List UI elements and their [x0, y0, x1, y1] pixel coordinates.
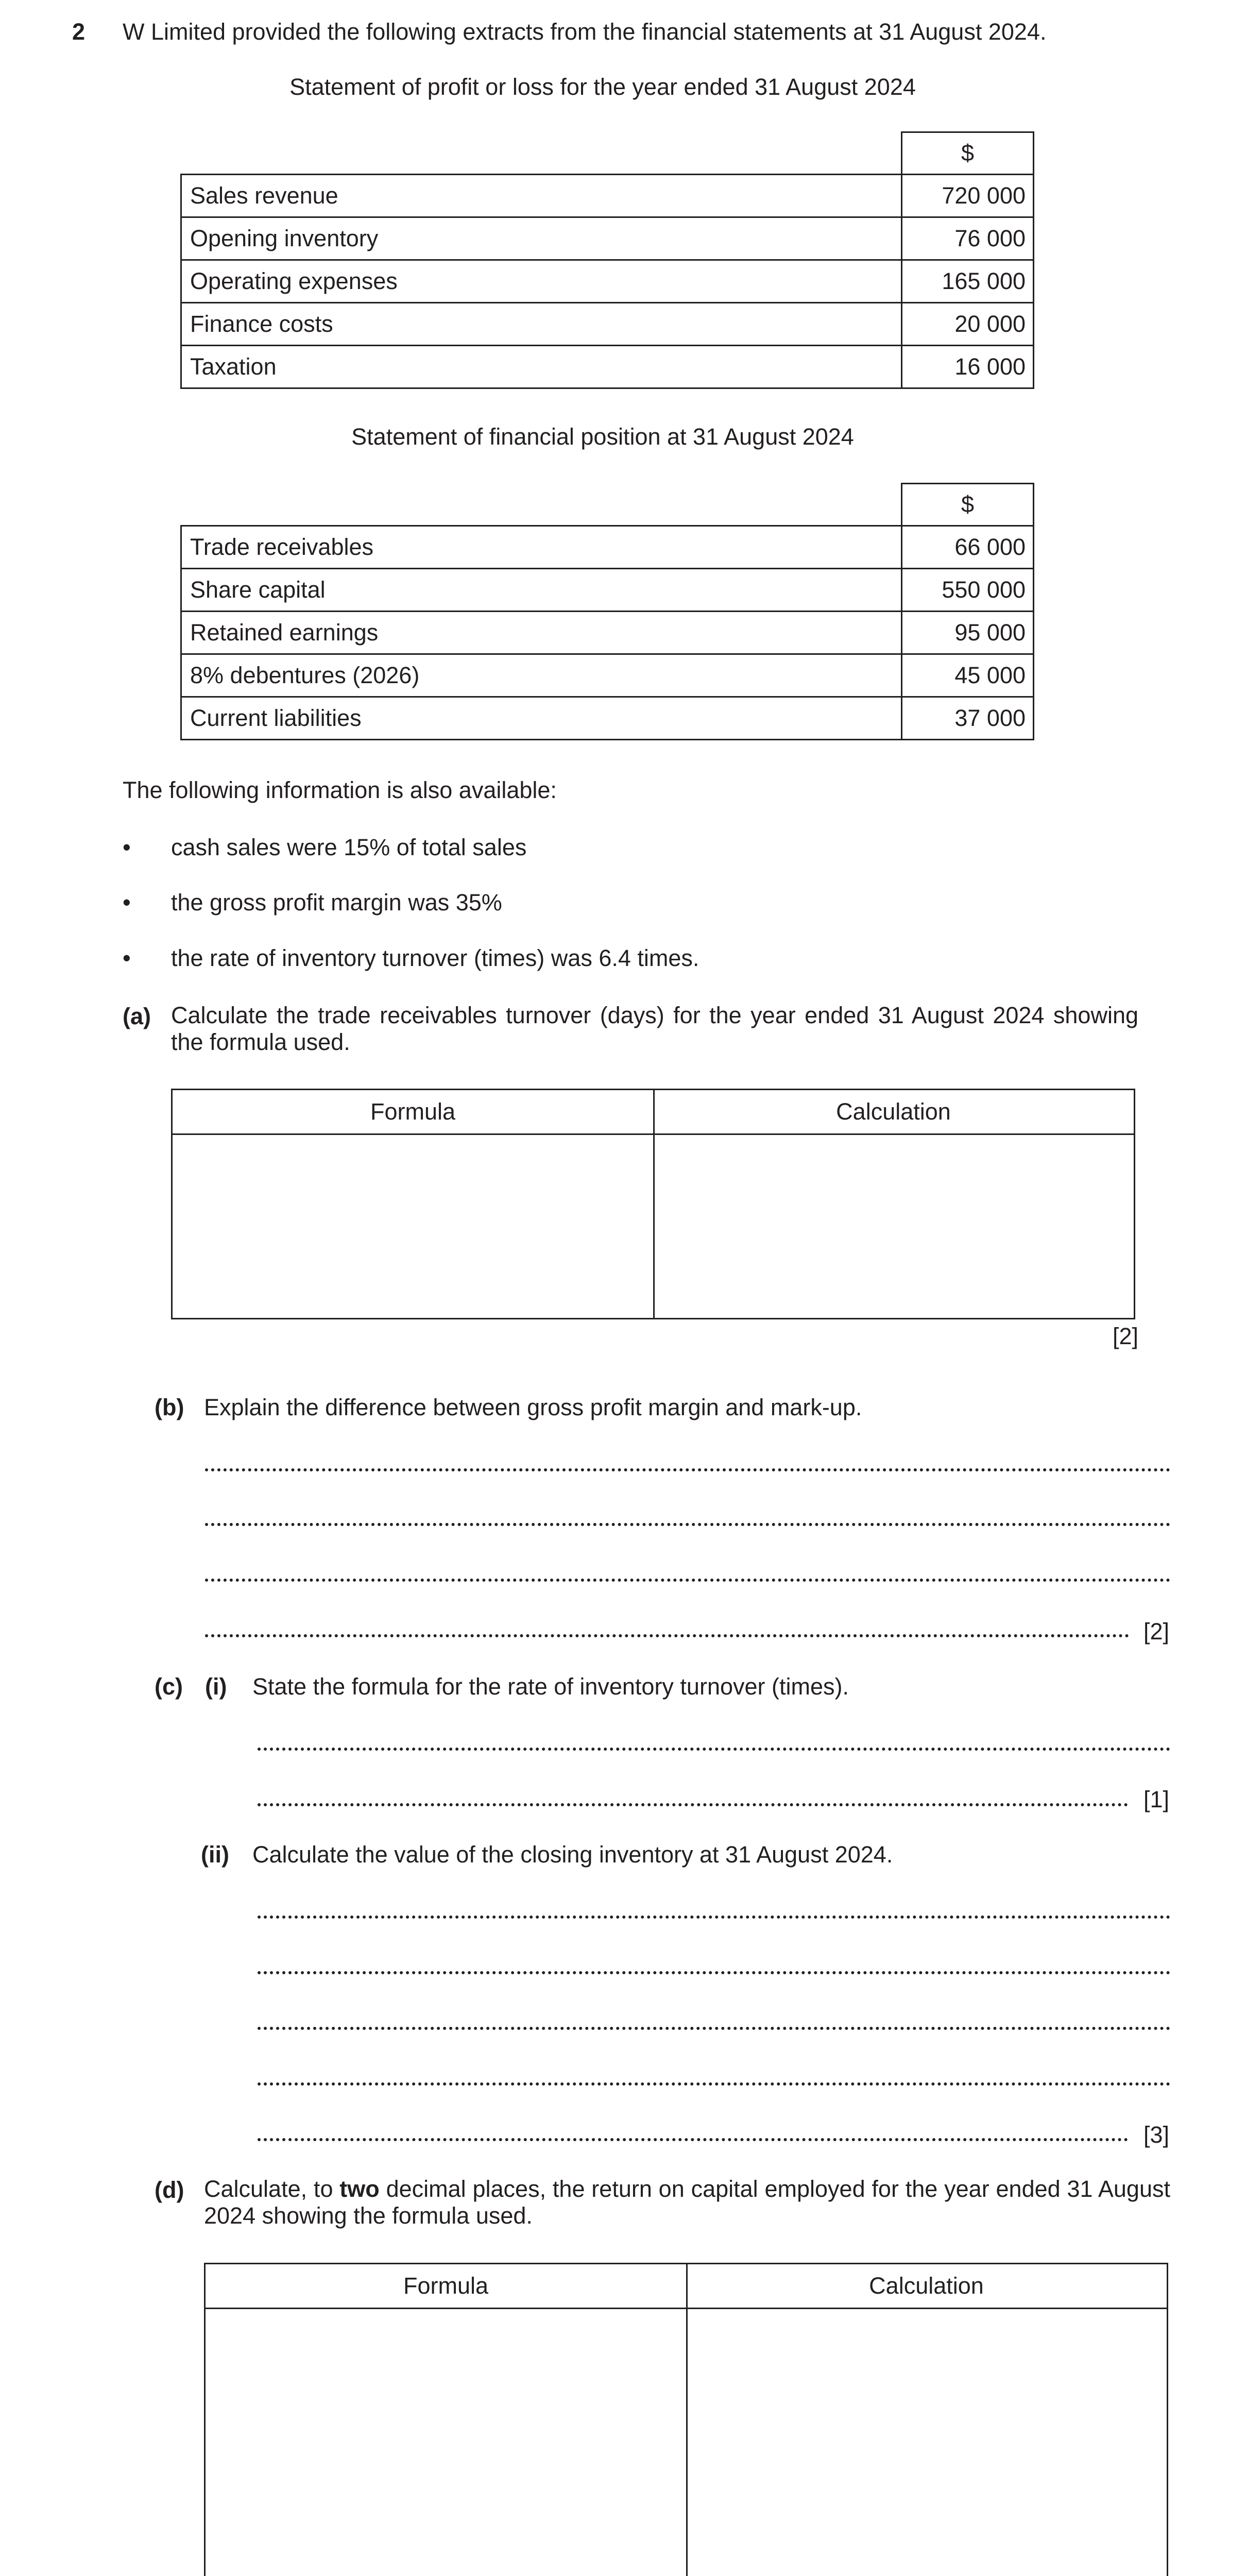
bullet-item: the rate of inventory turnover (times) was 6.4 times.	[171, 945, 699, 971]
table-row	[181, 217, 1034, 260]
answer-line[interactable]	[258, 1916, 1170, 1919]
fp-currency-header: $	[902, 484, 1034, 526]
part-c-ii-label: (ii)	[201, 1841, 229, 1868]
answer-line[interactable]	[258, 2027, 1170, 2030]
part-a-text: Calculate the trade receivables turnover (days) for the year ended 31 August 2024 showing the formula used.	[171, 1002, 1138, 1055]
fp-row-label: Share capital	[181, 568, 902, 611]
pl-row-label: Opening inventory	[181, 217, 902, 260]
bullet-item: cash sales were 15% of total sales	[171, 834, 527, 860]
pl-row-value: 76 000	[902, 217, 1034, 260]
fp-row-label: Retained earnings	[181, 611, 902, 654]
table-row	[181, 568, 1034, 611]
calculation-header: Calculation	[869, 2273, 984, 2299]
calculation-header: Calculation	[836, 1098, 951, 1125]
fp-statement-title: Statement of financial position at 31 August 2024	[351, 423, 854, 450]
part-b-text: Explain the difference between gross profit margin and mark-up.	[204, 1394, 862, 1420]
part-c-i-text: State the formula for the rate of inventory turnover (times).	[252, 1673, 849, 1700]
answer-line[interactable]	[205, 1634, 1129, 1637]
part-d-text	[204, 2176, 1170, 2229]
table-row	[181, 174, 1034, 217]
part-c-i-marks: [1]	[1143, 1786, 1169, 1812]
table-row	[181, 526, 1034, 568]
part-a-marks: [2]	[1112, 1323, 1138, 1349]
part-c-ii-marks: [3]	[1143, 2122, 1169, 2148]
part-b-label: (b)	[155, 1394, 184, 1420]
part-d-label: (d)	[155, 2177, 184, 2203]
question-number: 2	[72, 19, 86, 45]
table-row	[181, 654, 1034, 697]
formula-header: Formula	[370, 1098, 456, 1125]
table-row	[181, 302, 1034, 345]
table-row	[181, 260, 1034, 302]
pl-statement-title: Statement of profit or loss for the year ended 31 August 2024	[289, 74, 916, 100]
answer-line[interactable]	[205, 1523, 1170, 1526]
table-row	[181, 611, 1034, 654]
formula-header: Formula	[403, 2273, 489, 2299]
pl-row-label: Operating expenses	[181, 260, 902, 302]
pl-row-label: Taxation	[181, 345, 902, 388]
pl-statement-table	[180, 131, 1034, 389]
fp-row-value: 550 000	[902, 568, 1034, 611]
part-d-text-bold: two	[339, 2176, 380, 2202]
answer-line[interactable]	[258, 2082, 1170, 2086]
part-c-ii-text: Calculate the value of the closing inventory at 31 August 2024.	[252, 1841, 893, 1868]
bullet-item: the gross profit margin was 35%	[171, 889, 502, 916]
answer-line[interactable]	[258, 2138, 1128, 2141]
answer-line[interactable]	[205, 1579, 1170, 1582]
part-d-text-after: decimal places, the return on capital employed for the year ended 31 August 2024 showing the formula used.	[204, 2176, 1170, 2229]
answer-line[interactable]	[258, 1748, 1170, 1751]
bullet-icon: •	[123, 889, 131, 916]
pl-row-value: 720 000	[902, 174, 1034, 217]
part-a-label: (a)	[123, 1003, 151, 1029]
fp-row-value: 66 000	[902, 526, 1034, 568]
pl-row-value: 165 000	[902, 260, 1034, 302]
fp-statement-table	[180, 483, 1034, 740]
part-d-text-before: Calculate, to	[204, 2176, 340, 2202]
fp-row-value: 95 000	[902, 611, 1034, 654]
table-row	[181, 345, 1034, 388]
fp-row-label: Current liabilities	[181, 697, 902, 739]
answer-line[interactable]	[258, 1971, 1170, 1974]
question-intro: W Limited provided the following extracts from the financial statements at 31 August 2024.	[123, 19, 1047, 45]
grid-divider	[653, 1090, 655, 1318]
pl-row-value: 16 000	[902, 345, 1034, 388]
bullet-icon: •	[123, 834, 131, 860]
grid-divider	[686, 2264, 688, 2576]
info-intro: The following information is also available:	[123, 777, 557, 803]
pl-row-label: Sales revenue	[181, 174, 902, 217]
fp-row-label: 8% debentures (2026)	[181, 654, 902, 697]
part-a-answer-grid[interactable]	[171, 1089, 1135, 1319]
fp-row-value: 37 000	[902, 697, 1034, 739]
part-b-marks: [2]	[1143, 1618, 1169, 1645]
fp-row-label: Trade receivables	[181, 526, 902, 568]
part-d-answer-grid[interactable]	[204, 2263, 1168, 2576]
bullet-icon: •	[123, 945, 131, 971]
answer-line[interactable]	[258, 1803, 1128, 1806]
pl-row-label: Finance costs	[181, 302, 902, 345]
fp-row-value: 45 000	[902, 654, 1034, 697]
part-c-label: (c)	[155, 1673, 183, 1700]
table-row	[181, 697, 1034, 739]
pl-row-value: 20 000	[902, 302, 1034, 345]
answer-line[interactable]	[205, 1468, 1170, 1471]
part-c-i-label: (i)	[205, 1673, 227, 1700]
pl-currency-header: $	[902, 132, 1034, 175]
